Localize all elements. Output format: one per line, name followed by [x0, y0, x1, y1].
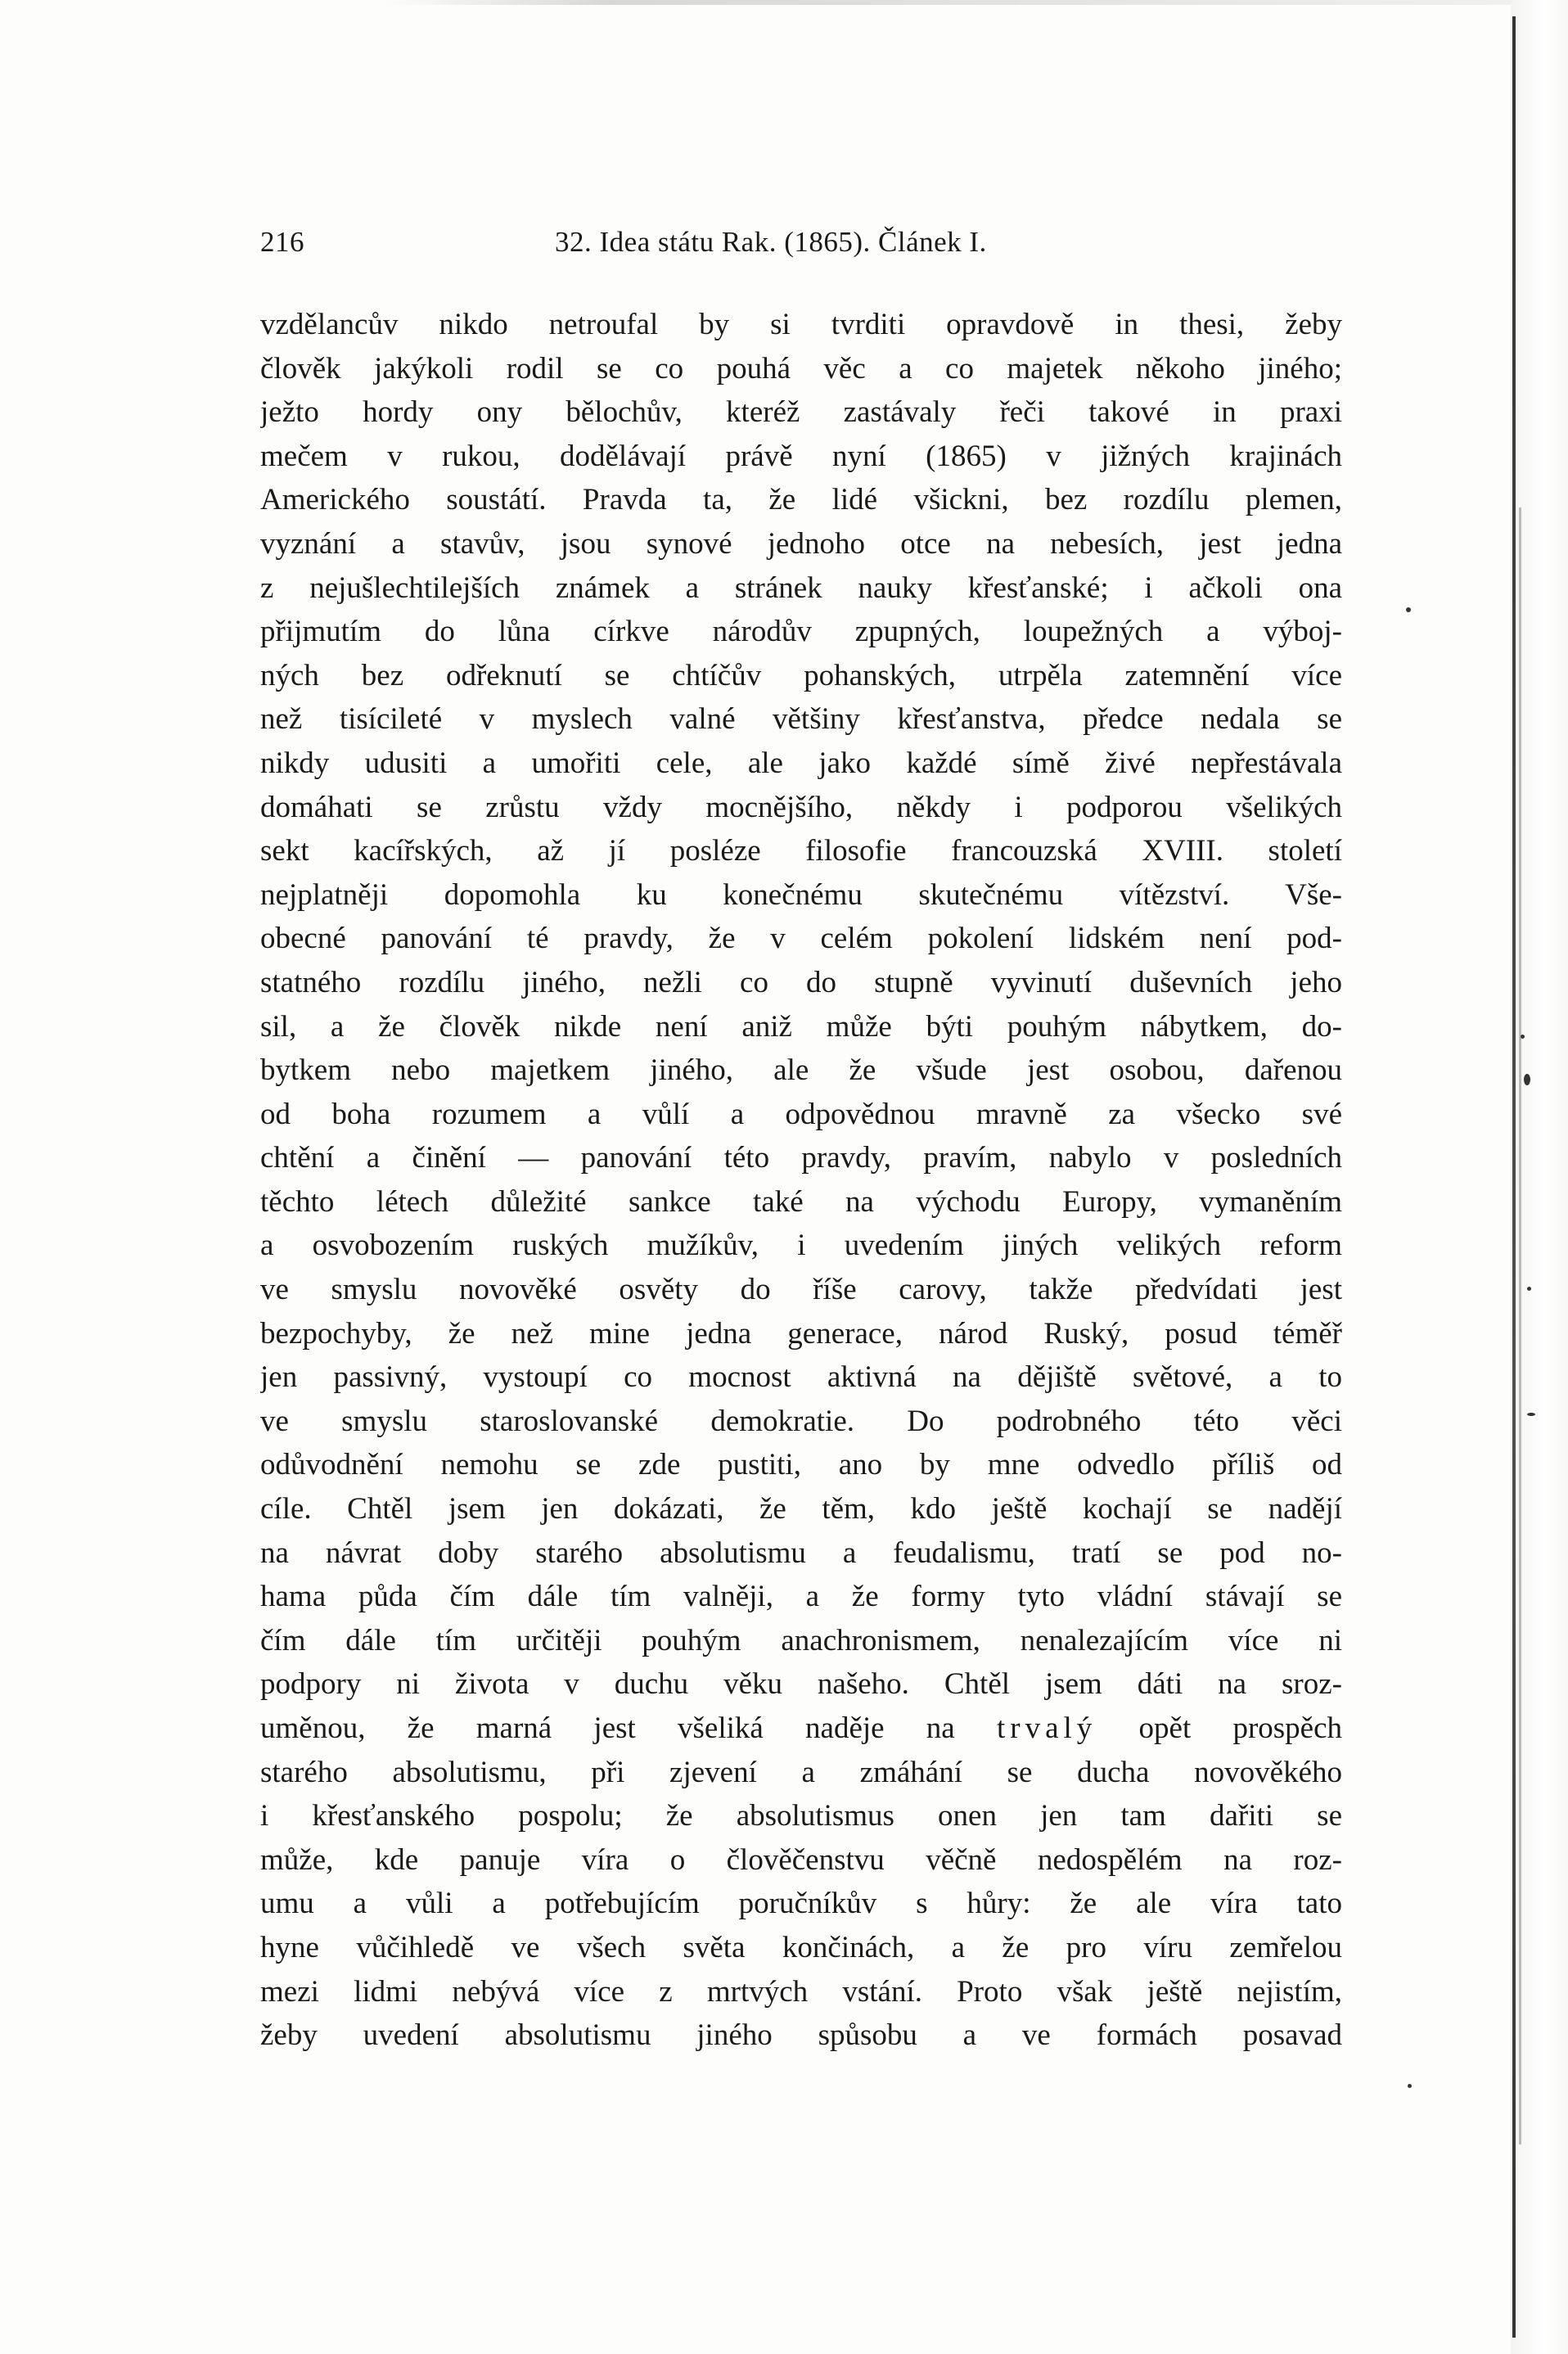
text-line: bezpochyby, že než mine jedna generace, národ Ruský, posud téměř	[260, 1316, 1342, 1351]
emphasized-spaced-word: trvalý	[996, 1711, 1097, 1745]
text-line: i křesťanského pospolu; že absolutismus onen jen tam dařiti se	[260, 1799, 1342, 1833]
text-line: může, kde panuje víra o člověčenstvu věčně nedospělém na roz-	[260, 1842, 1342, 1877]
running-head: 32. Idea státu Rak. (1865). Článek I.	[555, 226, 987, 258]
page-number: 216	[260, 226, 304, 258]
text-line: sekt kacířských, až jí posléze filosofie francouzská XVIII. století	[260, 834, 1342, 868]
text-line: hama půda čím dále tím valněji, a že formy tyto vládní stávají se	[260, 1580, 1342, 1614]
scan-speck	[1406, 607, 1411, 612]
text-line: podpory ni života v duchu věku našeho. Chtěl jsem dáti na sroz-	[260, 1667, 1342, 1702]
text-line: odůvodnění nemohu se zde pustiti, ano by mne odvedlo příliš od	[260, 1448, 1342, 1482]
scan-speck	[1527, 1413, 1535, 1416]
text-line: z nejušlechtilejších známek a stránek nauky křesťanské; i ačkoli ona	[260, 570, 1342, 605]
text-line: bytkem nebo majetkem jiného, ale že všude jest osobou, dařenou	[260, 1053, 1342, 1088]
text-line: obecné panování té pravdy, že v celém pokolení lidském není pod-	[260, 922, 1342, 956]
text-segment: opět prospěch	[1138, 1711, 1342, 1745]
scan-speck	[1521, 1035, 1525, 1039]
text-line: ve smyslu novověké osvěty do říše carovy, takže předvídati jest	[260, 1273, 1342, 1307]
text-line: nikdy udusiti a umořiti cele, ale jako každé símě živé nepřestávala	[260, 746, 1342, 780]
text-line: domáhati se zrůstu vždy mocnějšího, někdy i podporou všelikých	[260, 790, 1342, 824]
text-line: než tisícileté v myslech valné většiny křesťanstva, předce nedala se	[260, 702, 1342, 737]
text-line: ježto hordy ony bělochův, kteréž zastávaly řeči takové in praxi	[260, 395, 1342, 430]
text-segment: uměnou, že marná jest všeliká naděje na	[260, 1711, 955, 1745]
text-line: nejplatněji dopomohla ku konečnému skutečnému vítězství. Vše-	[260, 877, 1342, 912]
text-line: od boha rozumem a vůlí a odpovědnou mravně za všecko své	[260, 1097, 1342, 1131]
text-line: starého absolutismu, při zjevení a zmáhání se ducha novověkého	[260, 1755, 1342, 1789]
text-line: na návrat doby starého absolutismu a feudalismu, tratí se pod no-	[260, 1536, 1342, 1570]
scan-speck	[1524, 1074, 1530, 1085]
text-line: statného rozdílu jiného, nežli co do stupně vyvinutí duševních jeho	[260, 965, 1342, 999]
text-line: umu a vůli a potřebujícím poručníkův s hůry: že ale víra tato	[260, 1887, 1342, 1921]
text-line: mečem v rukou, dodělávají právě nyní (1865) v jižných krajinách	[260, 439, 1342, 473]
text-line: sil, a že člověk nikde není aniž může býti pouhým nábytkem, do-	[260, 1009, 1342, 1044]
text-line: přijmutím do lůna církve národův zpupných, loupežných a výboj-	[260, 615, 1342, 649]
scan-speck	[1408, 2084, 1412, 2088]
text-line: jen passivný, vystoupí co mocnost aktivná na dějiště světové, a to	[260, 1360, 1342, 1395]
text-line: žeby uvedení absolutismu jiného spůsobu a ve formách posavad	[260, 2018, 1342, 2053]
text-line: ných bez odřeknutí se chtíčův pohanských, utrpěla zatemnění více	[260, 658, 1342, 692]
binding-edge-line-secondary	[1519, 507, 1521, 2144]
text-line: a osvobozením ruských mužíkův, i uvedením jiných velikých reform	[260, 1229, 1342, 1263]
text-line: Amerického soustátí. Pravda ta, že lidé všickni, bez rozdílu plemen,	[260, 483, 1342, 517]
page-header	[260, 226, 1340, 265]
text-line: čím dále tím určitěji pouhým anachronismem, nenalezajícím více ni	[260, 1623, 1342, 1657]
body-text	[260, 303, 1342, 2058]
text-line: hyne vůčihledě ve všech světa končinách, a že pro víru zemřelou	[260, 1930, 1342, 1964]
text-line-with-spaced-word	[260, 1707, 1342, 1751]
text-line: vzdělancův nikdo netroufal by si tvrditi opravdově in thesi, žeby	[260, 308, 1342, 341]
text-line: ve smyslu staroslovanské demokratie. Do podrobného této věci	[260, 1404, 1342, 1438]
text-line: cíle. Chtěl jsem jen dokázati, že těm, kdo ještě kochají se nadějí	[260, 1492, 1342, 1526]
scan-speck	[1527, 1287, 1531, 1291]
text-line: vyznání a stavův, jsou synové jednoho otce na nebesích, jest jedna	[260, 526, 1342, 561]
text-line: chtění a činění — panování této pravdy, pravím, nabylo v posledních	[260, 1141, 1342, 1175]
text-line: člověk jakýkoli rodil se co pouhá věc a co majetek někoho jiného;	[260, 351, 1342, 386]
binding-edge-line	[1512, 16, 1516, 2338]
scan-top-shadow	[385, 0, 1514, 5]
text-line: mezi lidmi nebývá více z mrtvých vstání. Proto však ještě nejistím,	[260, 1974, 1342, 2009]
text-line: těchto létech důležité sankce také na východu Europy, vymaněním	[260, 1184, 1342, 1219]
